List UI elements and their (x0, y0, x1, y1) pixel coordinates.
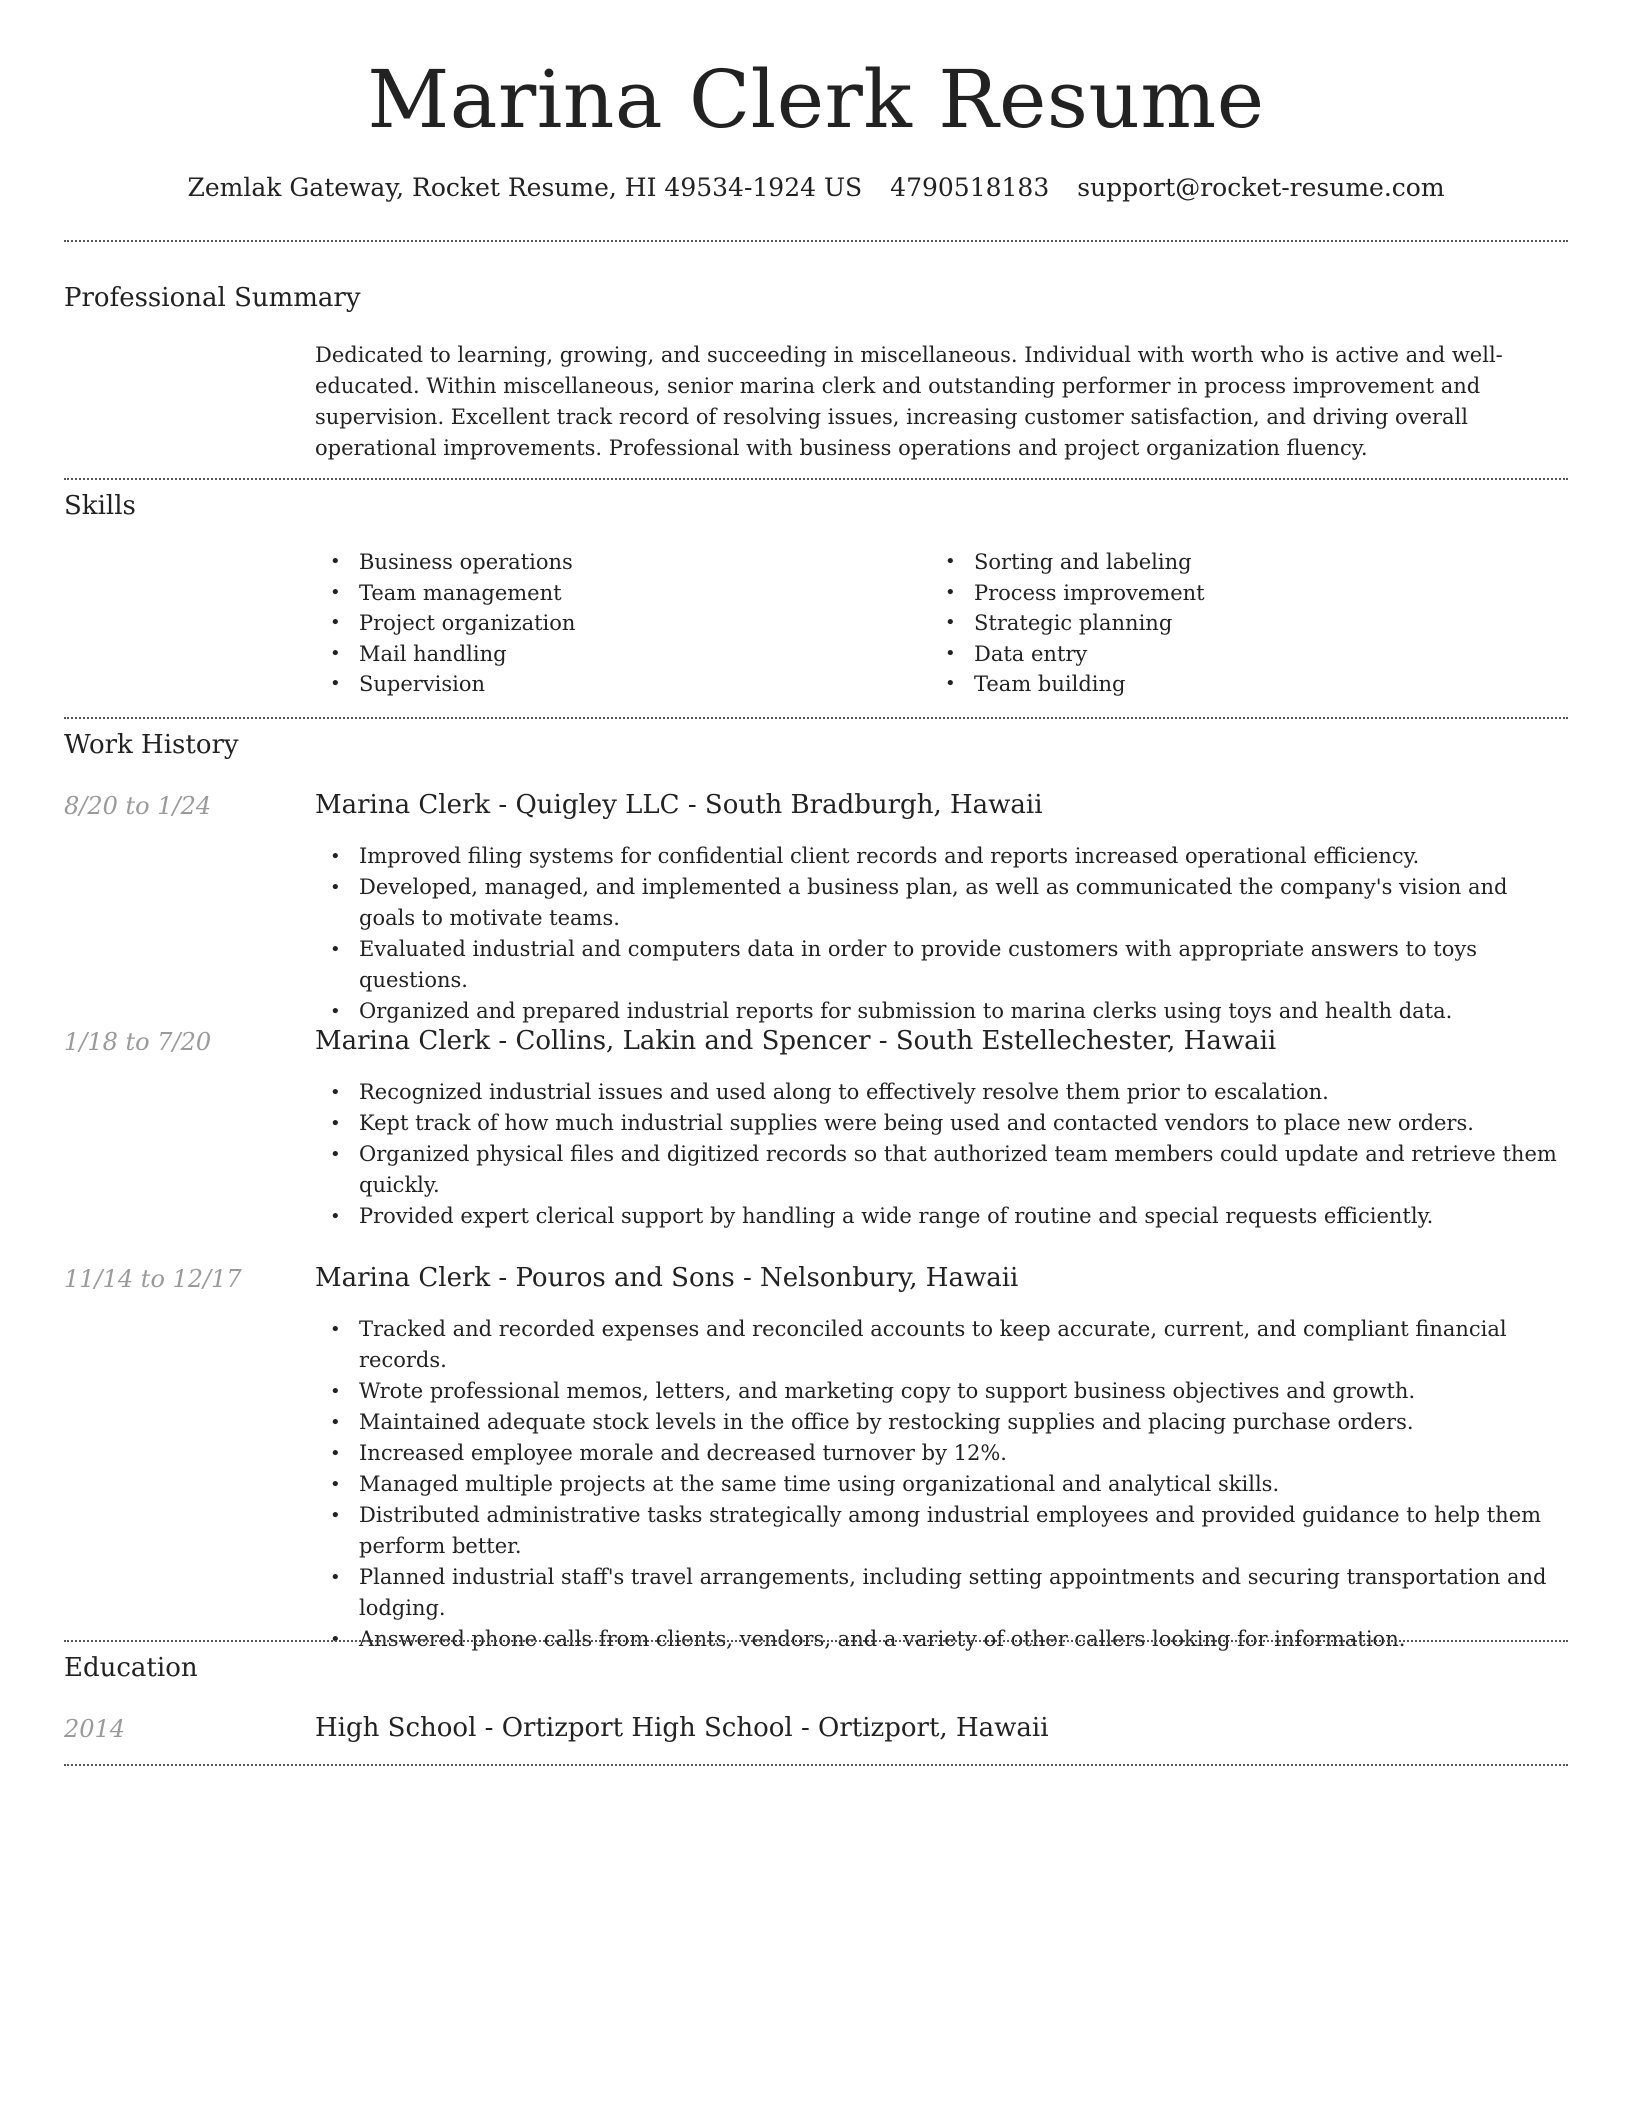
job-bullet: • Tracked and recorded expenses and reconciled accounts to keep accurate, current, and compliant financial records. (315, 1314, 1568, 1376)
skills-list-right (930, 547, 1490, 700)
job-dates: 11/14 to 12/17 (64, 1265, 242, 1293)
job-bullet: • Maintained adequate stock levels in the office by restocking supplies and placing purchase orders. (315, 1407, 1568, 1438)
job-dates: 8/20 to 1/24 (64, 792, 212, 820)
contact-email[interactable]: support@rocket-resume.com (1077, 173, 1445, 202)
skill-item: • Sorting and labeling (930, 547, 1490, 578)
skill-item: • Project organization (315, 608, 875, 639)
section-divider (64, 478, 1568, 480)
education-section-title: Education (64, 1653, 198, 1683)
job-bullet: • Increased employee morale and decreased turnover by 12%. (315, 1438, 1568, 1469)
summary-text: Dedicated to learning, growing, and succeeding in miscellaneous. Individual with worth who is active and well-educated. Within miscellaneous, senior marina clerk and outstanding performer in process improvement and supervision. Excellent track record of resolving issues, increasing customer satisfaction, and driving overall operational improvements. Professional with business operations and project organization fluency. (315, 343, 1503, 460)
skills-list-left (315, 547, 875, 700)
job-bullet: • Organized and prepared industrial reports for submission to marina clerks using toys and health data. (315, 996, 1568, 1027)
job-bullets (315, 1314, 1568, 1655)
skill-item: • Data entry (930, 639, 1490, 670)
skill-item: • Business operations (315, 547, 875, 578)
education-date: 2014 (64, 1715, 126, 1743)
job-bullet: • Organized physical files and digitized records so that authorized team members could update and retrieve them quickly. (315, 1139, 1568, 1201)
job-bullet: • Managed multiple projects at the same time using organizational and analytical skills. (315, 1469, 1568, 1500)
job-bullets (315, 1077, 1568, 1232)
resume-name-title: Marina Clerk Resume (367, 53, 1265, 146)
skill-item: • Process improvement (930, 578, 1490, 609)
job-bullet: • Recognized industrial issues and used along to effectively resolve them prior to escalation. (315, 1077, 1568, 1108)
skills-section-title: Skills (64, 491, 136, 521)
job-bullet: • Developed, managed, and implemented a business plan, as well as communicated the company's vision and goals to motivate teams. (315, 872, 1568, 934)
contact-line (64, 172, 1568, 204)
job-bullet: • Planned industrial staff's travel arrangements, including setting appointments and securing transportation and lodging. (315, 1562, 1568, 1624)
section-divider (64, 717, 1568, 719)
skill-item: • Supervision (315, 669, 875, 700)
job-bullet: • Evaluated industrial and computers data in order to provide customers with appropriate answers to toys questions. (315, 934, 1568, 996)
section-divider (64, 1764, 1568, 1766)
job-title: Marina Clerk - Collins, Lakin and Spencer - South Estellechester, Hawaii (315, 1026, 1277, 1056)
job-bullet: • Wrote professional memos, letters, and marketing copy to support business objectives and growth. (315, 1376, 1568, 1407)
skill-item: • Team building (930, 669, 1490, 700)
job-bullet: • Kept track of how much industrial supplies were being used and contacted vendors to place new orders. (315, 1108, 1568, 1139)
contact-address: Zemlak Gateway, Rocket Resume, HI 49534-1924 US (187, 173, 863, 202)
work-section-title: Work History (64, 730, 239, 760)
skill-item: • Strategic planning (930, 608, 1490, 639)
job-bullet: • Provided expert clerical support by handling a wide range of routine and special requests efficiently. (315, 1201, 1568, 1232)
skill-item: • Team management (315, 578, 875, 609)
job-bullet: • Improved filing systems for confidential client records and reports increased operational efficiency. (315, 841, 1568, 872)
contact-phone: 4790518183 (890, 173, 1050, 202)
job-dates: 1/18 to 7/20 (64, 1028, 212, 1056)
job-bullet: • Answered phone calls from clients, vendors, and a variety of other callers looking for information. (315, 1624, 1568, 1655)
job-title: Marina Clerk - Quigley LLC - South Bradburgh, Hawaii (315, 790, 1043, 820)
job-bullets (315, 841, 1568, 1027)
summary-section-title: Professional Summary (64, 283, 361, 313)
job-title: Marina Clerk - Pouros and Sons - Nelsonbury, Hawaii (315, 1263, 1019, 1293)
section-divider (64, 240, 1568, 242)
education-title: High School - Ortizport High School - Ortizport, Hawaii (315, 1713, 1049, 1743)
skill-item: • Mail handling (315, 639, 875, 670)
job-bullet: • Distributed administrative tasks strategically among industrial employees and provided guidance to help them perform better. (315, 1500, 1568, 1562)
section-divider (64, 1640, 1568, 1642)
